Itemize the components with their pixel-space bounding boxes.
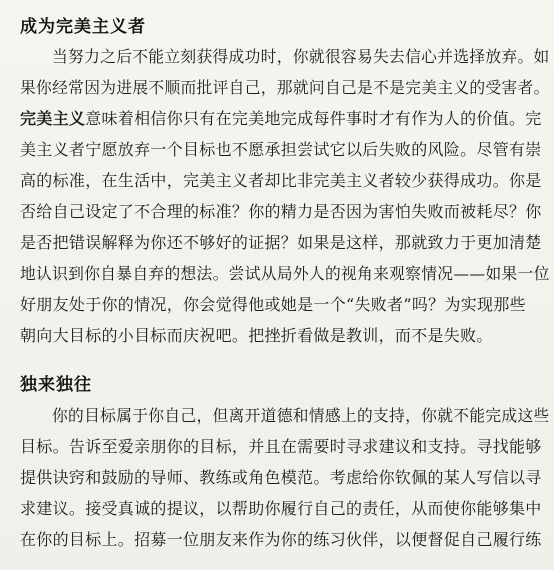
paragraph-line — [20, 106, 542, 129]
section-heading-going-alone: 独来独往 — [20, 375, 92, 395]
paragraph-line: 好朋友处于你的情况，你会觉得他或她是一个“失败者”吗？为实现那些 — [20, 295, 526, 314]
paragraph-line: 美主义者宁愿放弃一个目标也不愿承担尝试它以后失败的风险。尽管有崇 — [20, 140, 542, 159]
bold-term: 完美主义 — [20, 109, 86, 128]
paragraph-line: 在你的目标上。招募一位朋友来作为你的练习伙伴，以便督促自己履行练 — [20, 530, 542, 549]
paragraph-line: 高的标准，在生活中，完美主义者却比非完美主义者较少获得成功。你是 — [20, 171, 542, 190]
paragraph-line: 提供诀窍和鼓励的导师、教练或角色模范。考虑给你钦佩的某人写信以寻 — [20, 468, 542, 487]
paragraph-line-rest: 意味着相信你只有在完美地完成每件事时才有作为人的价值。完 — [85, 109, 542, 128]
paragraph-line: 求建议。接受真诚的提议，以帮助你履行自己的责任，从而使你能够集中 — [20, 499, 542, 518]
paragraph-line: 是否把错误解释为你还不够好的证据？如果是这样，那就致力于更加清楚 — [20, 233, 542, 252]
section-heading-perfectionism: 成为完美主义者 — [20, 17, 146, 37]
paragraph-line: 朝向大目标的小目标而庆祝吧。把挫折看做是教训，而不是失败。 — [20, 326, 493, 345]
paragraph-line: 当努力之后不能立刻获得成功时，你就很容易失去信心并选择放弃。如 — [52, 47, 550, 66]
paragraph-line: 否给自己设定了不合理的标准？你的精力是否因为害怕失败而被耗尽？你 — [20, 202, 542, 221]
paragraph-line: 果你经常因为进展不顺而批评自己，那就问自己是不是完美主义的受害者。 — [20, 78, 550, 97]
paragraph-line: 地认识到你自暴自弃的想法。尝试从局外人的视角来观察情况——如果一位 — [20, 264, 550, 283]
paragraph-line: 目标。告诉至爱亲朋你的目标，并且在需要时寻求建议和支持。寻找能够 — [20, 437, 542, 456]
paragraph-line: 你的目标属于你自己，但离开道德和情感上的支持，你就不能完成这些 — [52, 406, 550, 425]
